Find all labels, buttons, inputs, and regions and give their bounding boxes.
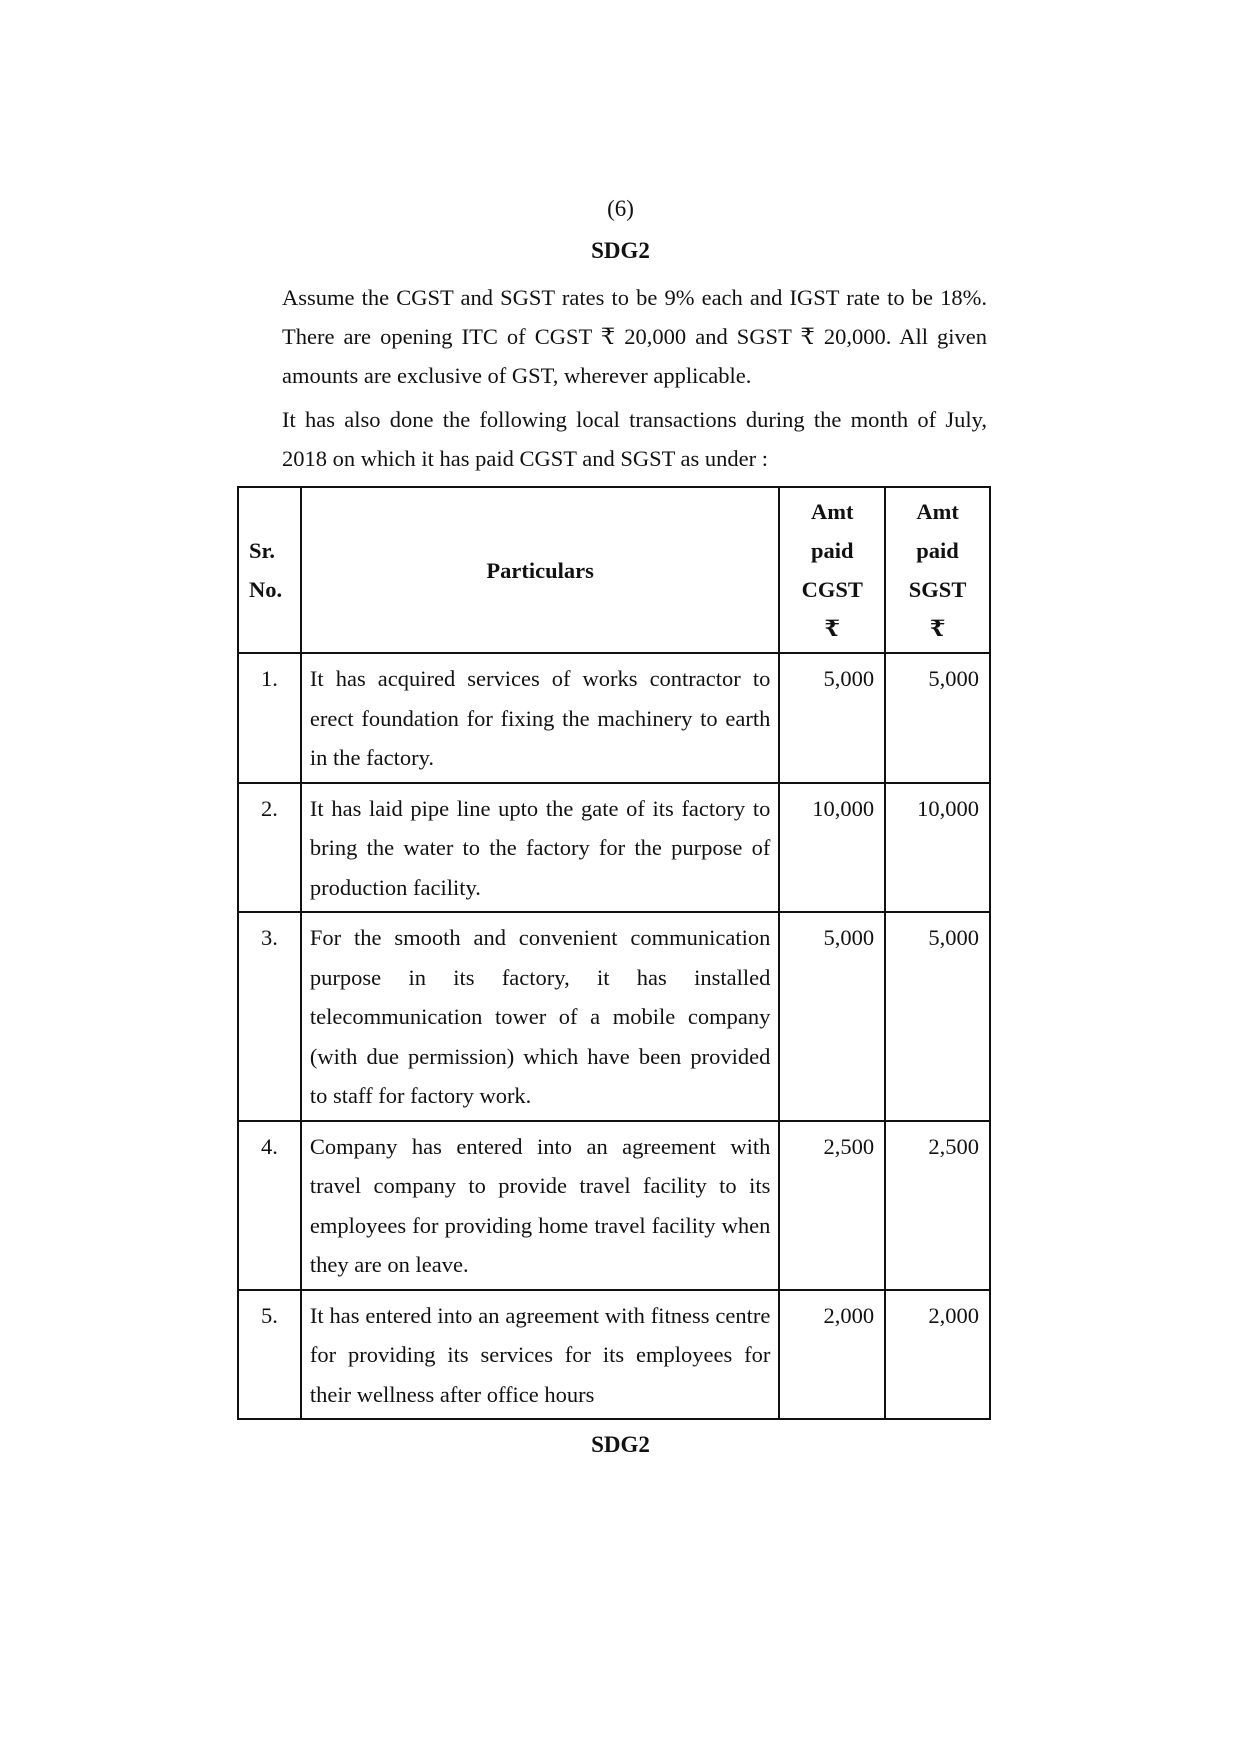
row-cgst-amount: 2,000 [779,1290,885,1420]
header-sgst-line2: paid [916,538,959,563]
row-sr-no: 3. [238,912,301,1121]
header-cgst-line2: paid [810,538,854,563]
row-sr-no: 4. [238,1121,301,1290]
intro-paragraph-1: Assume the CGST and SGST rates to be 9% each and IGST rate to be 18%. There are opening ITC of CGST ₹ 20,000 and SGST ₹ 20,000. All given amounts are exclusive of GST, wherever applicable. [282,285,987,388]
header-sgst-rupee: ₹ [929,616,946,641]
header-cgst-rupee: ₹ [824,616,841,641]
row-particulars: For the smooth and convenient communication purpose in its factory, it has installed telecommunication tower of a mobile company (with due permission) which have been provided to staff for factory work. [301,912,779,1121]
row-cgst-amount: 2,500 [779,1121,885,1290]
row-sr-no: 5. [238,1290,301,1420]
header-sr-line2: No. [249,577,283,602]
header-sgst-line3: SGST [908,577,967,602]
row-cgst-amount: 5,000 [779,912,885,1121]
row-sgst-amount: 10,000 [885,783,990,913]
header-particulars: Particulars [301,487,779,653]
header-sr-line1: Sr. [249,538,276,563]
row-sgst-amount: 2,500 [885,1121,990,1290]
header-sr-no [238,487,301,653]
transactions-table [237,486,991,1420]
intro-paragraph-2: It has also done the following local transactions during the month of July, 2018 on which it has paid CGST and SGST as under : [282,407,987,471]
row-sgst-amount: 5,000 [885,653,990,783]
table-row [238,1121,990,1290]
paper-code-footer: SDG2 [591,1432,650,1457]
row-cgst-amount: 5,000 [779,653,885,783]
row-sgst-amount: 5,000 [885,912,990,1121]
row-particulars: It has acquired services of works contractor to erect foundation for fixing the machinery to earth in the factory. [301,653,779,783]
row-sgst-amount: 2,000 [885,1290,990,1420]
table-header-row [238,487,990,653]
header-cgst-line3: CGST [801,577,863,602]
header-sgst-line1: Amt [916,499,959,524]
row-particulars: It has entered into an agreement with fitness centre for providing its services for its employees for their wellness after office hours [301,1290,779,1420]
row-particulars: It has laid pipe line upto the gate of its factory to bring the water to the factory for the purpose of production facility. [301,783,779,913]
table-row [238,653,990,783]
page-number: (6) [607,196,634,221]
header-sgst [885,487,990,653]
table-row [238,1290,990,1420]
row-cgst-amount: 10,000 [779,783,885,913]
row-sr-no: 2. [238,783,301,913]
header-cgst-line1: Amt [810,499,854,524]
row-sr-no: 1. [238,653,301,783]
header-cgst [779,487,885,653]
table-row [238,783,990,913]
paper-code-header: SDG2 [591,238,650,263]
row-particulars: Company has entered into an agreement with travel company to provide travel facility to its employees for providing home travel facility when they are on leave. [301,1121,779,1290]
table-row [238,912,990,1121]
